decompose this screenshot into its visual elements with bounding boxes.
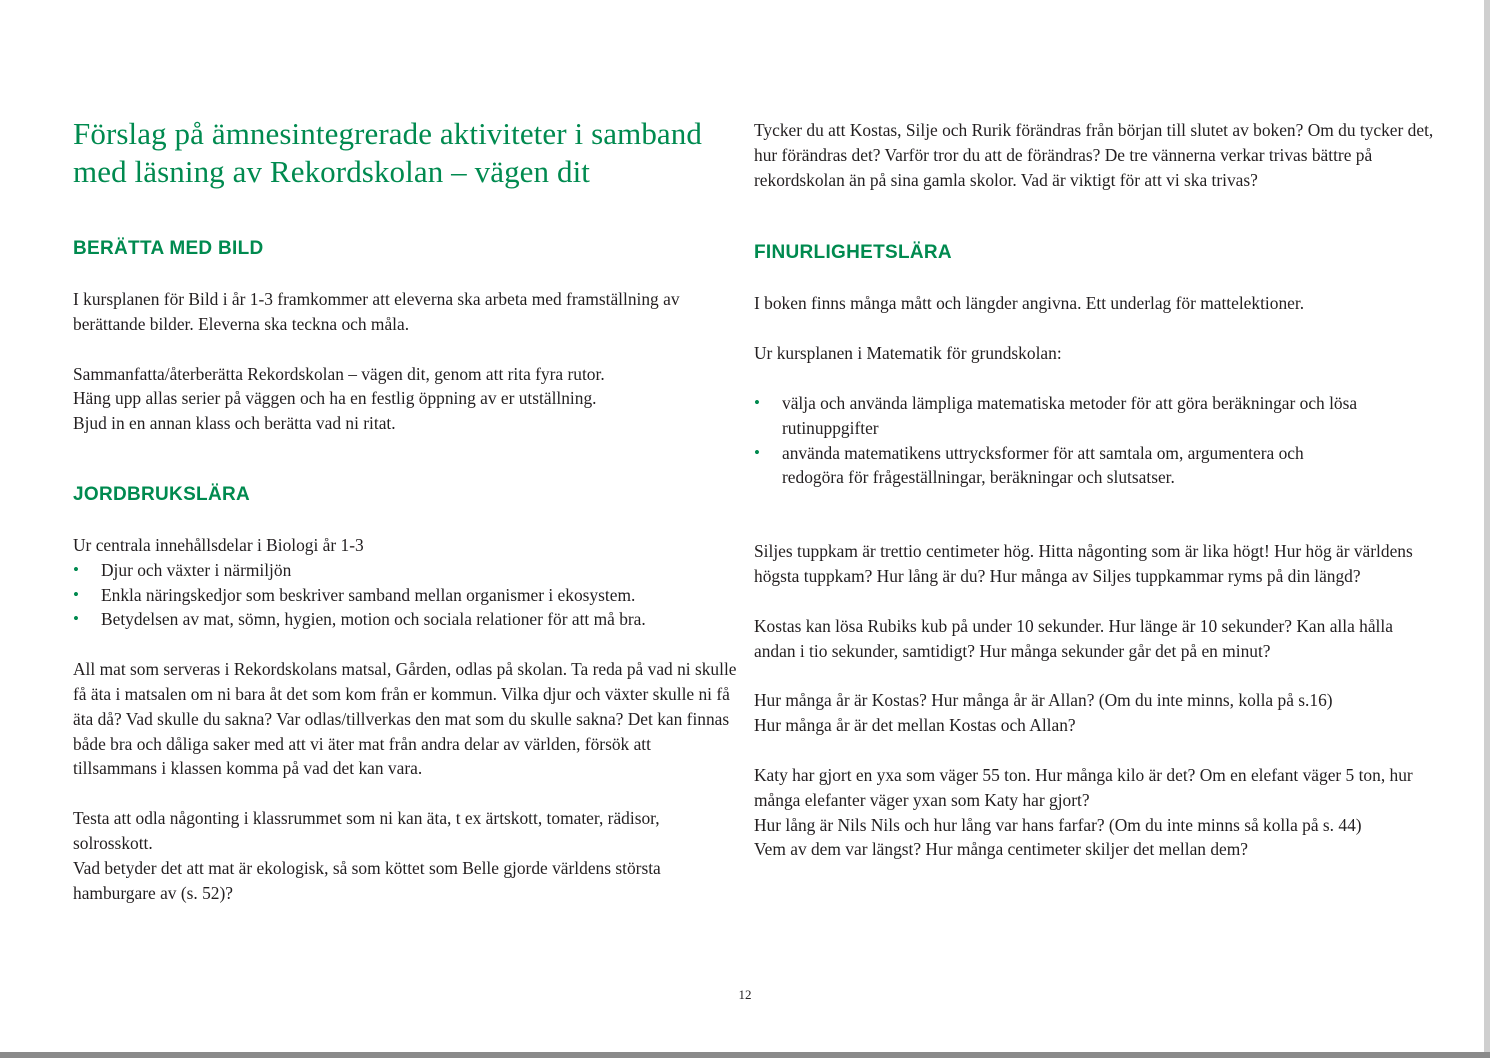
paragraph-matt-langder: I boken finns många mått och längder angivna. Ett underlag för mattelektioner.: [754, 293, 1305, 314]
bullet-icon: •: [73, 584, 79, 604]
paragraph-yxa: Katy har gjort en yxa som väger 55 ton. Hur många kilo är det? Om en elefant väger 5 ton, hur många elefanter väger yxan som Katy har gjort?: [754, 764, 1413, 810]
page-edge-right: [1484, 0, 1490, 1058]
bullet-list-biologi: [73, 558, 738, 632]
paragraph-matsal: All mat som serveras i Rekordskolans matsal, Gården, odlas på skolan. Ta reda på vad ni skulle få äta i matsalen om ni bara åt det som kom från er kommun. Vilka djur och växter skulle ni få äta då? Vad skulle du sakna? Var odlas/tillverkas den mat som du skulle sakna? Det kan finnas både bra och dåliga saker med att vi äter mat från andra delar av världen, försök att tillsammans i klassen komma på vad det kan vara.: [73, 659, 737, 779]
paragraph-line: Hur många år är Kostas? Hur många år är Allan? (Om du inte minns, kolla på s.16): [754, 690, 1333, 711]
paragraph-forandras: Tycker du att Kostas, Silje och Rurik förändras från början till slutet av boken? Om du tycker det, hur förändras det? Varför tror du att de förändras? De tre vännerna verkar trivas bättre på rekordskolan än på sina gamla skolor. Vad är viktigt för att vi ska trivas?: [754, 120, 1434, 190]
paragraph-bild-kursplan: I kursplanen för Bild i år 1-3 framkommer att eleverna ska arbeta med framställning av berättande bilder. Eleverna ska teckna och måla.: [73, 289, 680, 334]
list-item: • välja och använda lämpliga matematiska metoder för att göra beräkningar och lösa rutinuppgifter: [754, 392, 1358, 438]
page-edge-bottom: [0, 1052, 1490, 1058]
paragraph-rubiks: Kostas kan lösa Rubiks kub på under 10 sekunder. Hur länge är 10 sekunder? Kan alla hålla andan i tio sekunder, samtidigt? Hur många sekunder går det på en minut?: [754, 615, 1393, 661]
list-item: • använda matematikens uttrycksformer för att samtala om, argumentera och redogöra för frågeställningar, beräkningar och slutsatser.: [754, 442, 1304, 488]
list-item: • Enkla näringskedjor som beskriver samband mellan organismer i ekosystem.: [73, 583, 738, 608]
paragraph-line: Hur många år är det mellan Kostas och Allan?: [754, 715, 1076, 736]
paragraph-matematik-intro: Ur kursplanen i Matematik för grundskolan:: [754, 343, 1062, 364]
paragraph-ekologisk: Vad betyder det att mat är ekologisk, så som köttet som Belle gjorde världens största hamburgare av (s. 52)?: [73, 857, 661, 903]
bullet-icon: •: [754, 392, 760, 412]
page-title: Förslag på ämnesintegrerade aktiviteter i samband med läsning av Rekordskolan – vägen dit: [73, 116, 702, 189]
paragraph-tuppkam: Siljes tuppkam är trettio centimeter hög. Hitta någonting som är lika högt! Hur hög är världens högsta tuppkam? Hur lång är du? Hur många av Siljes tuppkammar ryms på din längd?: [754, 541, 1413, 586]
section-heading-beratta-med-bild: BERÄTTA MED BILD: [73, 238, 264, 259]
bullet-list-matematik: [754, 391, 1364, 490]
right-column: [754, 118, 1444, 862]
paragraph-line: Bjud in en annan klass och berätta vad ni ritat.: [73, 413, 396, 434]
paragraph-line: Sammanfatta/återberätta Rekordskolan – vägen dit, genom att rita fyra rutor.: [73, 363, 605, 384]
left-column: [73, 115, 738, 905]
bullet-icon: •: [73, 559, 79, 579]
page-number: 12: [738, 987, 752, 1002]
bullet-icon: •: [754, 442, 760, 462]
section-heading-finurlighetslara: FINURLIGHETSLÄRA: [754, 242, 952, 264]
list-item: • Djur och växter i närmiljön: [73, 558, 738, 583]
paragraph-line: Hur lång är Nils Nils och hur lång var hans farfar? (Om du inte minns så kolla på s. 44): [754, 814, 1362, 835]
paragraph-biologi-intro: Ur centrala innehållsdelar i Biologi år 1-3: [73, 534, 364, 555]
paragraph-line: Häng upp allas serier på väggen och ha en festlig öppning av er utställning.: [73, 388, 597, 409]
paragraph-line: Vem av dem var längst? Hur många centimeter skiljer det mellan dem?: [754, 839, 1249, 860]
list-item: • Betydelsen av mat, sömn, hygien, motion och sociala relationer för att må bra.: [73, 607, 738, 632]
section-heading-jordbrukslara: JORDBRUKSLÄRA: [73, 483, 251, 505]
bullet-icon: •: [73, 609, 79, 629]
paragraph-odla: Testa att odla någonting i klassrummet som ni kan äta, t ex ärtskott, tomater, rädisor, solrosskott.: [73, 808, 660, 853]
